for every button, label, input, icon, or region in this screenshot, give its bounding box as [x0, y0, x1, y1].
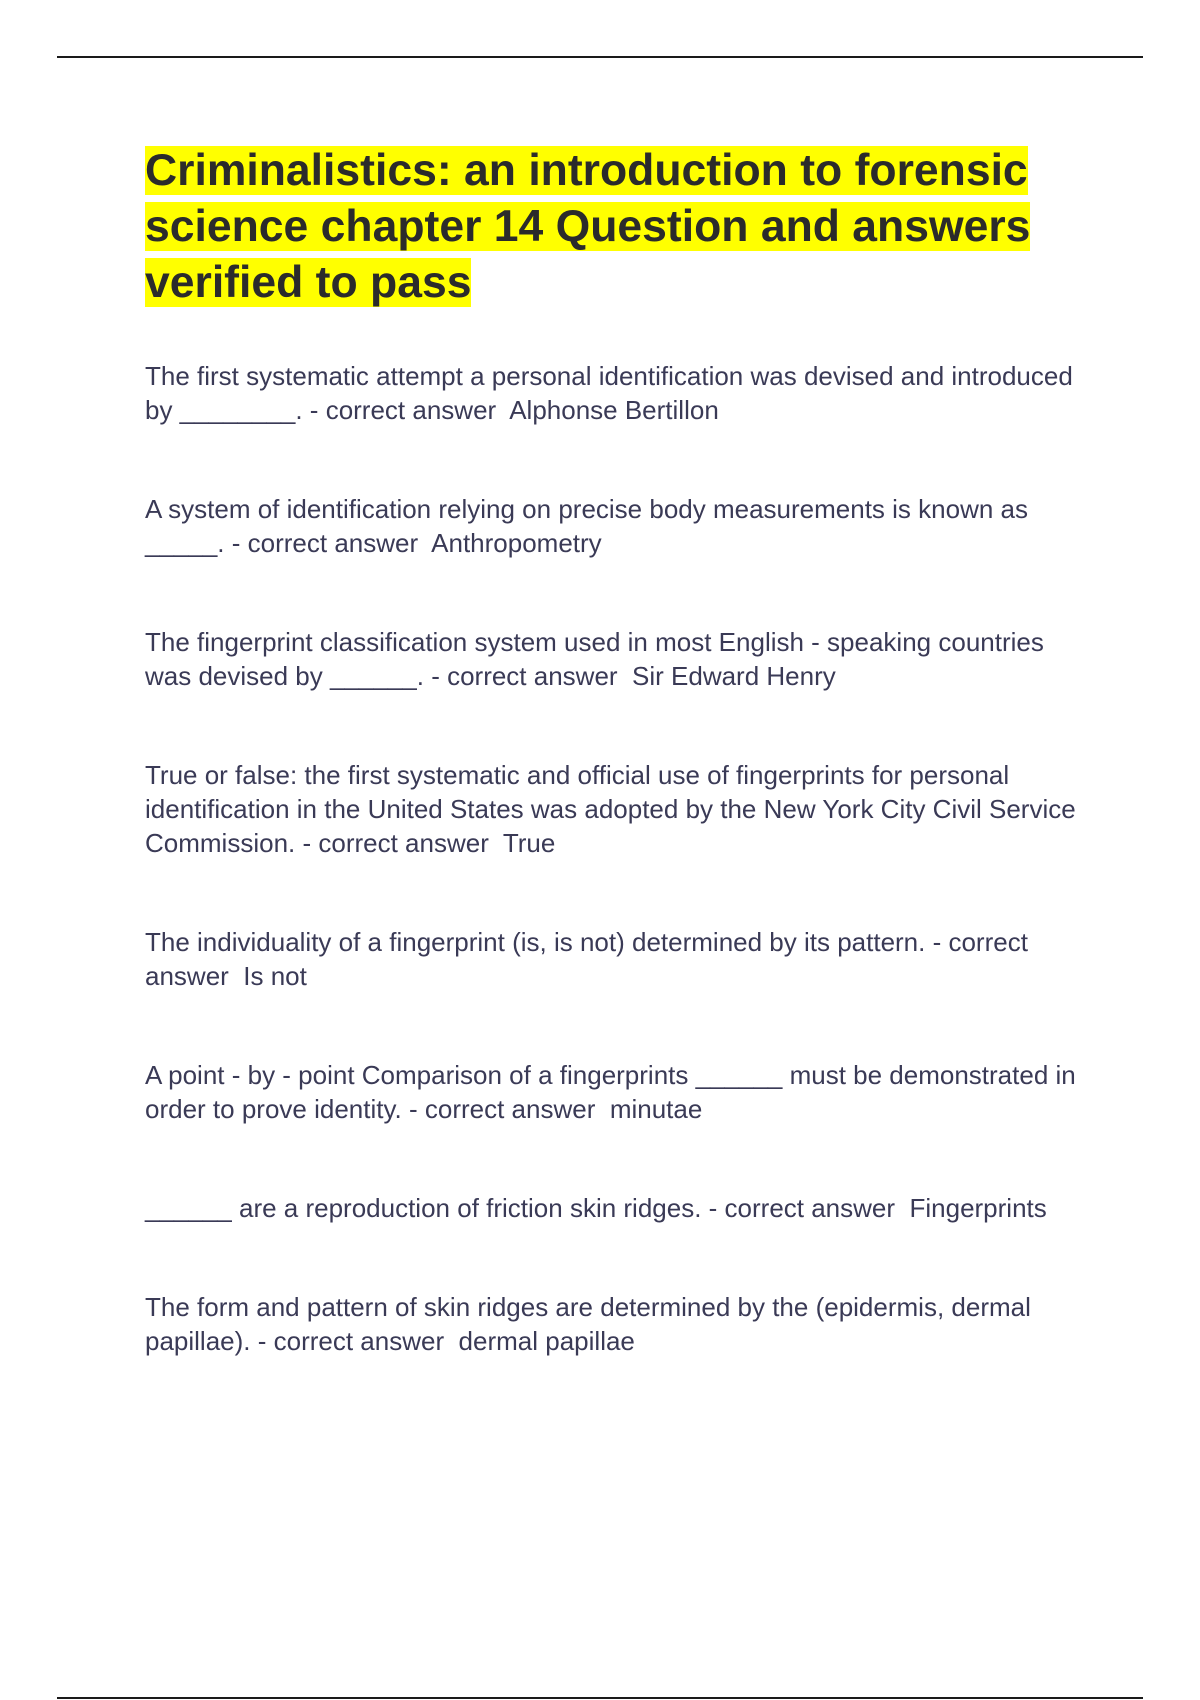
qa-item-2: A system of identification relying on precise body measurements is known as _____. - correct answer Anthropometry — [145, 494, 1036, 558]
qa-item-3: The fingerprint classification system used in most English - speaking countries was devised by ______. - correct answer Sir Edward Henry — [145, 627, 1052, 691]
top-rule — [57, 56, 1143, 58]
qa-item-4: True or false: the first systematic and official use of fingerprints for personal identification in the United States was adopted by the New York City Civil Service Commission. - correct answer True — [145, 760, 1083, 858]
qa-item-1: The first systematic attempt a personal identification was devised and introduced by ________. - correct answer Alphonse Bertillon — [145, 361, 1081, 425]
document-body — [145, 143, 1095, 1423]
bottom-rule — [57, 1697, 1143, 1699]
qa-item-5: The individuality of a fingerprint (is, is not) determined by its pattern. - correct answer Is not — [145, 927, 1036, 991]
qa-item-8: The form and pattern of skin ridges are determined by the (epidermis, dermal papillae). - correct answer dermal papillae — [145, 1292, 1039, 1356]
qa-list — [145, 359, 1095, 1358]
qa-item-7: ______ are a reproduction of friction skin ridges. - correct answer Fingerprints — [145, 1193, 1047, 1223]
document-title — [145, 143, 1095, 311]
title-highlight: Criminalistics: an introduction to forensic science chapter 14 Question and answers verified to pass — [145, 146, 1031, 307]
qa-item-6: A point - by - point Comparison of a fingerprints ______ must be demonstrated in order to prove identity. - correct answer minutae — [145, 1060, 1083, 1124]
